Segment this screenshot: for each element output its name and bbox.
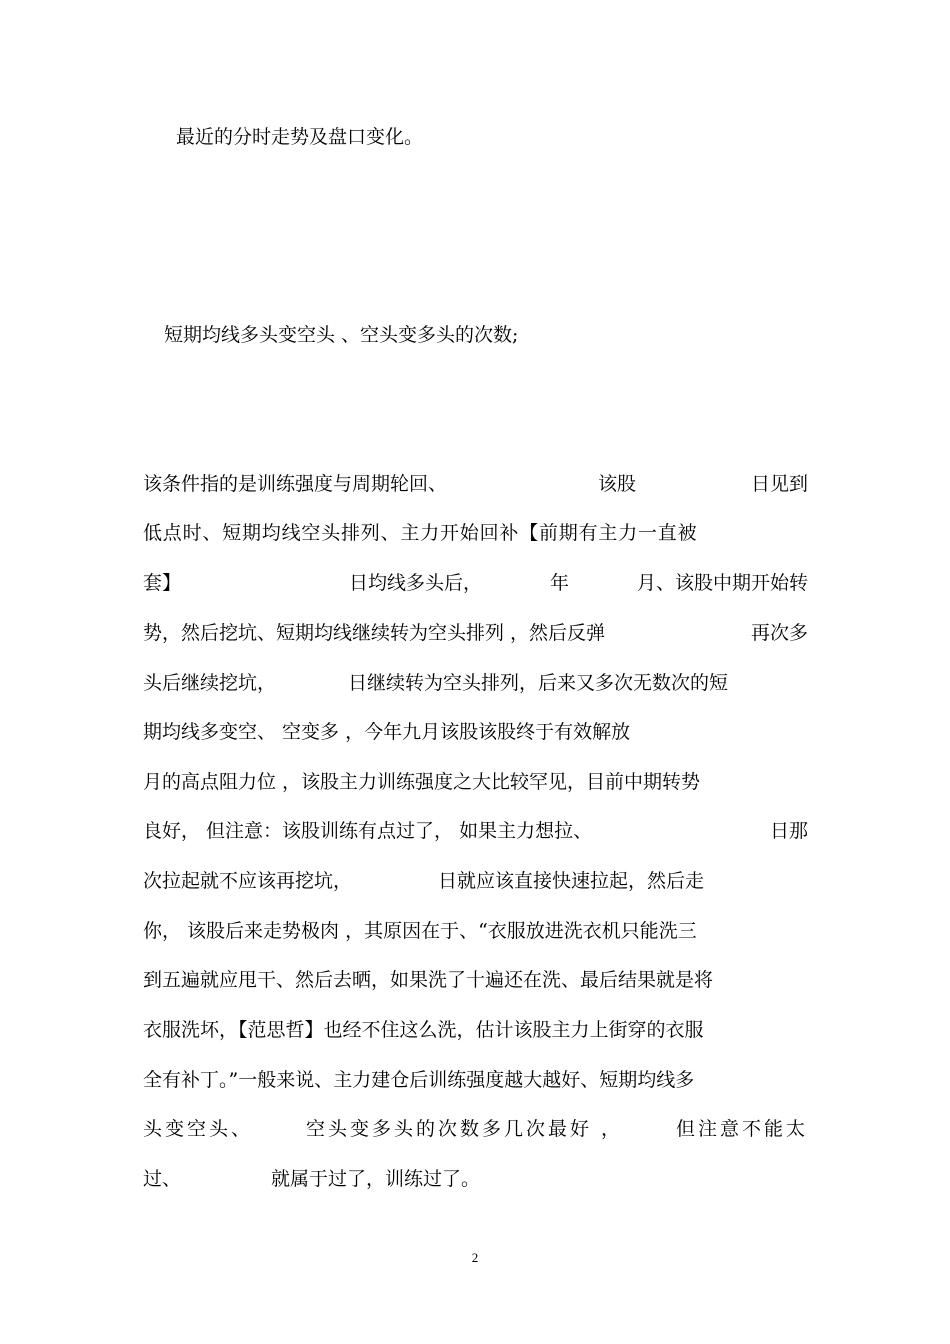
text-segment: 但注意不能太	[675, 1118, 808, 1140]
text-segment: 日就应该直接快速拉起，然后走	[438, 870, 705, 892]
paragraph-line-4	[143, 621, 808, 645]
text-segment: 头后继续挖坑，	[143, 672, 277, 694]
paragraph-line-5	[143, 671, 728, 695]
text-segment: 空头变多头的次数多几次最好 ，	[305, 1118, 624, 1140]
paragraph-line-12: 衣服洗坏，【范思哲】也经不住这么洗，估计该股主力上街穿的衣服	[143, 1019, 704, 1041]
paragraph-line-9	[143, 869, 704, 893]
paragraph-line-7: 月的高点阻力位 ，该股主力训练强度之大比较罕见，目前中期转势	[143, 771, 701, 793]
text-segment: 头变空头、	[143, 1118, 254, 1140]
heading-intraday: 最近的分时走势及盘口变化。	[176, 126, 424, 148]
text-segment: 次拉起就不应该再挖坑，	[143, 870, 353, 892]
paragraph-line-1	[143, 472, 808, 496]
paragraph-line-15	[143, 1167, 480, 1191]
text-segment: 就属于过了，训练过了。	[271, 1168, 481, 1190]
text-segment: 过、	[143, 1168, 182, 1190]
text-segment: 年	[549, 572, 569, 594]
heading-ma-crossovers: 短期均线多头变空头 、空头变多头的次数;	[164, 324, 519, 346]
text-segment: 日继续转为空头排列，后来又多次无数次的短	[348, 672, 729, 694]
paragraph-line-6: 期均线多变空、 空变多 ，今年九月该股该股终于有效解放	[143, 721, 631, 743]
text-segment: 再次多	[750, 622, 808, 644]
paragraph-line-10: 你， 该股后来走势极肉 ，其原因在于、“衣服放进洗衣机只能洗三	[143, 920, 697, 942]
text-segment: 该股	[597, 473, 636, 495]
text-segment: 日那	[769, 820, 808, 842]
text-segment: 势，然后挖坑、短期均线继续转为空头排列 ，然后反弹	[143, 622, 606, 644]
text-segment: 良好， 但注意：该股训练有点过了， 如果主力想拉、	[143, 820, 593, 842]
paragraph-line-11: 到五遍就应甩干、然后去晒，如果洗了十遍还在洗、最后结果就是将	[143, 969, 714, 991]
paragraph-line-2: 低点时、短期均线空头排列、主力开始回补【前期有主力一直被	[143, 522, 698, 544]
text-segment: 该条件指的是训练强度与周期轮回、	[143, 473, 448, 495]
text-segment: 月、该股中期开始转	[636, 572, 808, 594]
page-number: 2	[471, 1250, 479, 1265]
text-segment: 日见到	[750, 473, 808, 495]
paragraph-line-13: 全有补丁。”一般来说、主力建仓后训练强度越大越好、短期均线多	[143, 1069, 695, 1091]
paragraph-line-8	[143, 819, 808, 843]
paragraph-line-14	[143, 1117, 808, 1141]
text-segment: 日均线多头后，	[348, 572, 482, 594]
text-segment: 套】	[143, 572, 182, 594]
paragraph-line-3	[143, 571, 808, 595]
